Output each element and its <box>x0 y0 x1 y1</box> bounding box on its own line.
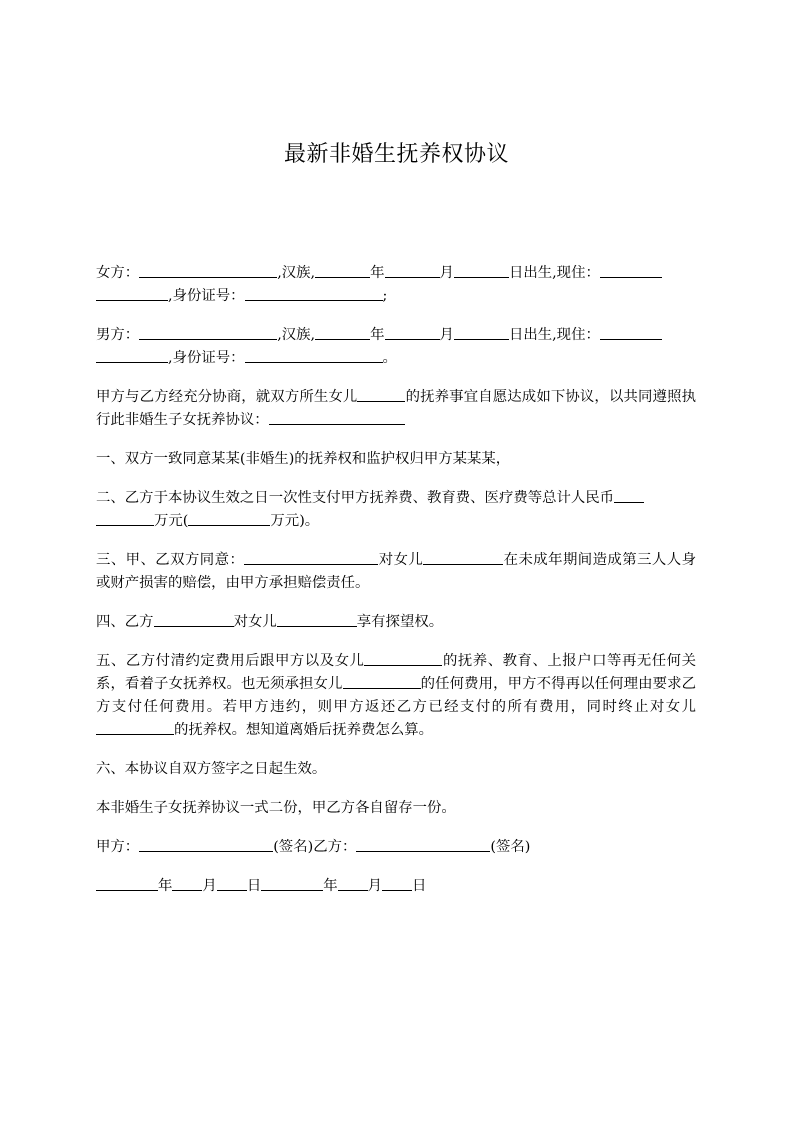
party-a-signature-blank <box>139 836 273 852</box>
daughter-blank <box>277 611 357 627</box>
clause-2-text-b: 万元( <box>154 513 189 529</box>
year-text: 年 <box>370 265 385 281</box>
clause-5-text-d: 的抚养权。想知道离婚后抚养费怎么算。 <box>174 722 434 738</box>
born-text: 日出生,现住： <box>508 327 600 343</box>
clause-2-text-a: 二、乙方于本协议生效之日一次性支付甲方抚养费、教育费、医疗费等总计人民币 <box>96 490 615 506</box>
day-text-2: 日 <box>412 878 427 894</box>
clause-3-text-b: 对女儿 <box>378 552 424 568</box>
clause-3-text-a: 三、甲、乙双方同意： <box>96 552 245 568</box>
clause-6: 六、本协议自双方签字之日起生效。 <box>96 761 327 777</box>
party-a-info <box>96 262 696 308</box>
party-a-name-blank <box>139 262 277 278</box>
clause-5 <box>96 650 696 742</box>
id-label: ,身份证号： <box>168 288 245 304</box>
daughter-blank-1 <box>364 650 442 666</box>
clause-4-text-a: 四、乙方 <box>96 614 154 630</box>
address-blank <box>600 262 662 278</box>
id-label: ,身份证号： <box>168 350 245 366</box>
clause-5-text-c: 的任何费用，甲方不得再以任何理由要求乙方支付任何费用。若甲方违约，则甲方返还乙方已经支付的所有费用，同时终止对女儿 <box>96 676 696 715</box>
amount-blank <box>614 487 644 503</box>
party-a-sign-label: 甲方： <box>96 839 140 855</box>
date-line <box>96 875 696 898</box>
clause-3 <box>96 549 696 595</box>
signature-line <box>96 836 696 859</box>
month-text: 月 <box>439 265 454 281</box>
born-text: 日出生,现住： <box>508 265 600 281</box>
month-text: 月 <box>439 327 454 343</box>
birth-month-blank <box>385 262 440 278</box>
party-b-info <box>96 324 696 370</box>
sign-text-2: (签名) <box>490 839 531 855</box>
year-text: 年 <box>370 327 385 343</box>
ethnic-text: ,汉族, <box>277 265 316 281</box>
birth-year-blank <box>315 324 370 340</box>
intro-end-blank <box>269 409 405 425</box>
daughter-blank-3 <box>96 719 174 735</box>
end-mark: 。 <box>382 350 397 366</box>
id-blank <box>245 285 383 301</box>
sign-month-blank-b <box>338 875 368 891</box>
party-b-label: 男方： <box>96 327 140 343</box>
amount-capital-blank <box>188 510 270 526</box>
document-body <box>96 262 696 914</box>
address-blank-cont <box>96 347 168 363</box>
page-title: 最新非婚生抚养权协议 <box>283 142 509 167</box>
clause-5-text-b: 的抚养、教育、上报户口等再无任何关系，看着子女抚养权。也无须承担女儿 <box>96 653 696 692</box>
year-text: 年 <box>158 878 173 894</box>
intro-text-a: 甲方与乙方经充分协商，就双方所生女儿 <box>96 389 358 405</box>
party-a-label: 女方： <box>96 265 140 281</box>
month-text-2: 月 <box>367 878 383 894</box>
copies-paragraph: 本非婚生子女抚养协议一式二份，甲乙方各自留存一份。 <box>96 800 456 816</box>
intro-text-b: 的抚养事宜自愿达成如下协议，以共同遵照执行此非婚生子女抚养协议： <box>96 389 696 428</box>
daughter-blank-2 <box>343 673 421 689</box>
party-b-signature-blank <box>356 836 490 852</box>
clause-3-text-c: 在未成年期间造成第三人人身或财产损害的赔偿，由甲方承担赔偿责任。 <box>96 552 696 591</box>
party-b-name-blank <box>139 324 277 340</box>
id-blank <box>245 347 383 363</box>
year-text-2: 年 <box>323 878 338 894</box>
clause-4-text-c: 享有探望权。 <box>356 614 444 630</box>
intro-paragraph <box>96 386 696 432</box>
amount-blank-cont <box>96 510 154 526</box>
birth-day-blank <box>454 324 509 340</box>
party-blank <box>244 549 378 565</box>
sign-text: (签名) <box>273 839 314 855</box>
clause-5-text-a: 五、乙方付清约定费用后跟甲方以及女儿 <box>96 653 365 669</box>
sign-day-blank-a <box>217 875 247 891</box>
end-mark: ; <box>382 288 388 304</box>
address-blank <box>600 324 662 340</box>
address-blank-cont <box>96 285 168 301</box>
day-text: 日 <box>246 878 262 894</box>
birth-day-blank <box>454 262 509 278</box>
month-text: 月 <box>202 878 217 894</box>
sign-year-blank-a <box>96 875 158 891</box>
party-b-blank <box>154 611 234 627</box>
party-b-sign-label: 乙方： <box>313 839 357 855</box>
daughter-blank <box>423 549 503 565</box>
ethnic-text: ,汉族, <box>277 327 316 343</box>
clause-4 <box>96 611 696 634</box>
clause-2 <box>96 487 696 533</box>
clause-2-text-c: 万元)。 <box>270 513 320 529</box>
daughter-name-blank <box>357 386 405 402</box>
sign-day-blank-b <box>382 875 412 891</box>
clause-4-text-b: 对女儿 <box>233 614 277 630</box>
birth-month-blank <box>385 324 440 340</box>
birth-year-blank <box>315 262 370 278</box>
sign-year-blank-b <box>261 875 323 891</box>
sign-month-blank-a <box>172 875 202 891</box>
clause-1: 一、双方一致同意某某(非婚生)的抚养权和监护权归甲方某某某， <box>96 451 511 467</box>
